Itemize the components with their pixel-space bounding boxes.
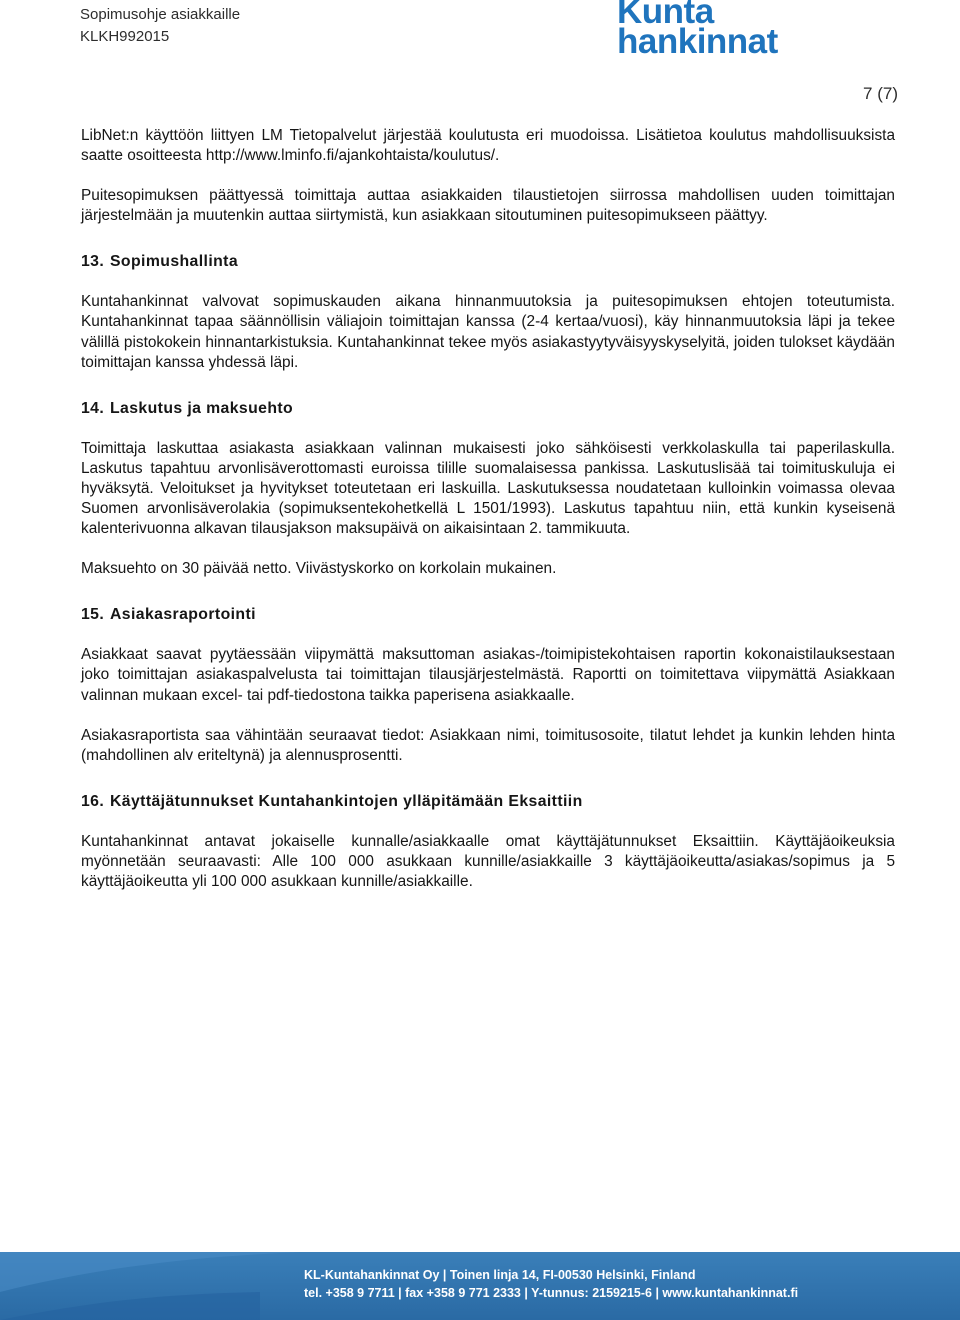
section-title: Laskutus ja maksuehto [110, 399, 294, 417]
section-14-paragraph-1: Toimittaja laskuttaa asiakasta asiakkaan valinnan mukaisesti joko sähköisesti verkkolaskulla tai paperilaskulla. Laskutus tapahtuu arvonlisäverottomasti euroissa tilille suomalaisessa pankissa. Laskutuslisää tai toimituskuluja ei hyväksytä. Veloitukset ja hyvitykset toteutetaan eri laskuilla. Laskutuksessa noudatetaan kulloinkin voimassa olevaa Suomen arvonlisäverolakia (sopimuksentekohetkellä L 1501/1993). Laskutus tapahtuu niin, että kunkin kyseisenä kalenterivuonna alkavan tilausjakson maksupäivä on aikaisintaan 2. tammikuuta. [81, 439, 895, 538]
section-title: Käyttäjätunnukset Kuntahankintojen ylläpitämään Eksaittiin [110, 792, 583, 810]
section-number: 14. [81, 399, 105, 417]
logo-text-line2: hankinnat [617, 22, 778, 61]
section-13-paragraph: Kuntahankinnat valvovat sopimuskauden aikana hinnanmuutoksia ja puitesopimuksen ehtojen toteutumista. Kuntahankinnat tapaa säännöllisin väliajoin toimittajan kanssa (2-4 kertaa/vuosi), käy hinnanmuutoksia läpi ja tekee välillä pistokokein hinnantarkistuksia. Kuntahankinnat tekee myös asiakastyytyväisyyskyselyitä, joiden tulokset käydään toimittajan kanssa yhdessä läpi. [81, 293, 895, 371]
section-title: Sopimushallinta [110, 253, 239, 271]
section-15-paragraph-1: Asiakkaat saavat pyytäessään viipymättä maksuttoman asiakas-/toimipistekohtaisen raportin kokonaistilauksestaan joko toimittajan asiakaspalvelusta tai toimittajan tilausjärjestelmästä. Raportti on toimitettava viipymättä Asiakkaan valinnan mukaan excel- tai pdf-tiedostona taikka paperisena asiakkaalle. [81, 646, 895, 704]
footer-company-address: KL-Kuntahankinnat Oy | Toinen linja 14, FI-00530 Helsinki, Finland [304, 1268, 696, 1282]
intro-paragraph-libnet: LibNet:n käyttöön liittyen LM Tietopalvelut järjestää koulutusta eri muodoissa. Lisätietoa koulutus mahdollisuuksista saatte osoitteesta http://www.lminfo.fi/ajankohtaista/koulutus/. [81, 127, 895, 165]
section-number: 15. [81, 606, 105, 624]
document-header [80, 4, 240, 48]
section-number: 13. [81, 253, 105, 271]
document-title: Sopimusohje asiakkaille [80, 6, 241, 23]
logo-text-line1: Kunta [617, 0, 714, 31]
kuntahankinnat-logo [617, 0, 787, 64]
section-heading-14 [81, 399, 895, 419]
page-number: 7 (7) [863, 84, 898, 103]
section-16-paragraph: Kuntahankinnat antavat jokaiselle kunnalle/asiakkaalle omat käyttäjätunnukset Eksaittiin. Käyttäjäoikeuksia myönnetään seuraavasti: Alle 100 000 asukkaan kunnille/asiakkaille 3 käyttäjäoikeutta/asiakas/sopimus ja 5 käyttäjäoikeutta yli 100 000 asukkaan kunnille/asiakkaille. [81, 832, 895, 890]
section-number: 16. [81, 792, 105, 810]
section-heading-16 [81, 792, 895, 812]
footer-contact-info: tel. +358 9 7711 | fax +358 9 771 2333 | Y-tunnus: 2159215-6 | www.kuntahankinnat.fi [304, 1286, 799, 1300]
intro-paragraph-transition: Puitesopimuksen päättyessä toimittaja auttaa asiakkaiden tilaustietojen siirrossa mahdollisen uuden toimittajan järjestelmään ja muutenkin auttaa siirtymistä, kun asiakkaan sitoutuminen puitesopimukseen päättyy. [81, 187, 895, 225]
section-title: Asiakasraportointi [110, 606, 256, 624]
document-code: KLKH992015 [80, 28, 170, 45]
section-heading-15 [81, 605, 895, 625]
document-body [81, 126, 895, 892]
page-footer [0, 1252, 960, 1320]
section-heading-13 [81, 252, 895, 272]
section-15-paragraph-2: Asiakasraportista saa vähintään seuraavat tiedot: Asiakkaan nimi, toimitusosoite, tilatut lehdet ja kunkin lehden hinta (mahdollinen alv eriteltynä) ja alennusprosentti. [81, 726, 895, 764]
section-14-paragraph-2: Maksuehto on 30 päivää netto. Viivästyskorko on korkolain mukainen. [81, 560, 557, 578]
